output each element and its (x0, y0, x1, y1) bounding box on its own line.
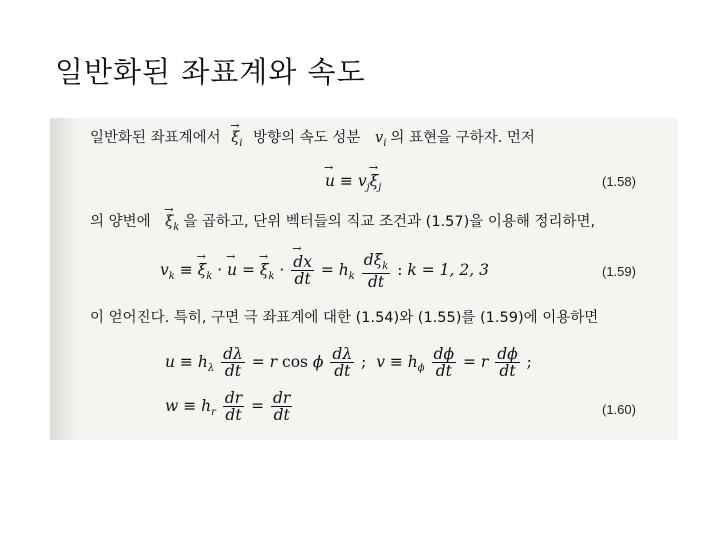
k-range: k = 1, 2, 3 (407, 260, 489, 279)
xi-k-symbol: → $\xi_k$ (165, 214, 179, 230)
equation-1-59: $v_k$ ≡ → $\xi_k$ · → u = → $\xi_k$ · → $\frac{dx}{dt}$ = $h_k$ $\frac{d\xi_k}{dt}$ : k = 1, 2, 3 (160, 252, 489, 290)
text-line-1-middle: 방향의 속도 성분 (253, 130, 361, 146)
text-line-1-end: 의 표현을 구하자. 먼저 (390, 130, 535, 146)
xi-i-symbol: → $\xi_i$ (231, 130, 242, 146)
equation-number-1-60: (1.60) (602, 402, 636, 417)
equation-1-60-row-1: $u \equiv h_\lambda$ $\frac{d\lambda}{dt}$ = r cos ϕ $\frac{d\lambda}{dt}$ ; $v \equiv h_\phi$ $\frac{d\phi}{dt}$ = r $\frac{d\phi}{dt}$ ; (165, 345, 532, 381)
text-line-2 (90, 210, 595, 233)
text-line-1 (90, 126, 535, 149)
v-i-symbol: $v_i$ (374, 130, 387, 149)
slide-title: 일반화된 좌표계와 속도 (55, 55, 366, 89)
semicolon-2: ; (526, 352, 532, 371)
equation-number-1-59: (1.59) (602, 264, 636, 279)
text-line-1-start: 일반화된 좌표계에서 (90, 130, 221, 146)
scanned-page (50, 118, 678, 440)
equation-1-58: → $u \equiv v_j\to \xi_j$ (325, 172, 381, 193)
text-line-3: 이 얻어진다. 특히, 구면 극 좌표계에 대한 (1.54)와 (1.55)를 (1.59)에 이용하면 (90, 310, 599, 326)
semicolon-1: ; (361, 352, 367, 371)
equation-number-1-58: (1.58) (602, 174, 636, 189)
cos-function: cos (282, 352, 308, 371)
text-line-2-start: 의 양변에 (90, 214, 151, 230)
scan-edge-shadow (50, 118, 80, 440)
text-line-2-end: 을 곱하고, 단위 벡터들의 직교 조건과 (1.57)을 이용해 정리하면, (183, 214, 596, 230)
equation-1-60-row-2: $w \equiv h_r$ $\frac{dr}{dt}$ = $\frac{dr}{dt}$ (165, 389, 291, 425)
